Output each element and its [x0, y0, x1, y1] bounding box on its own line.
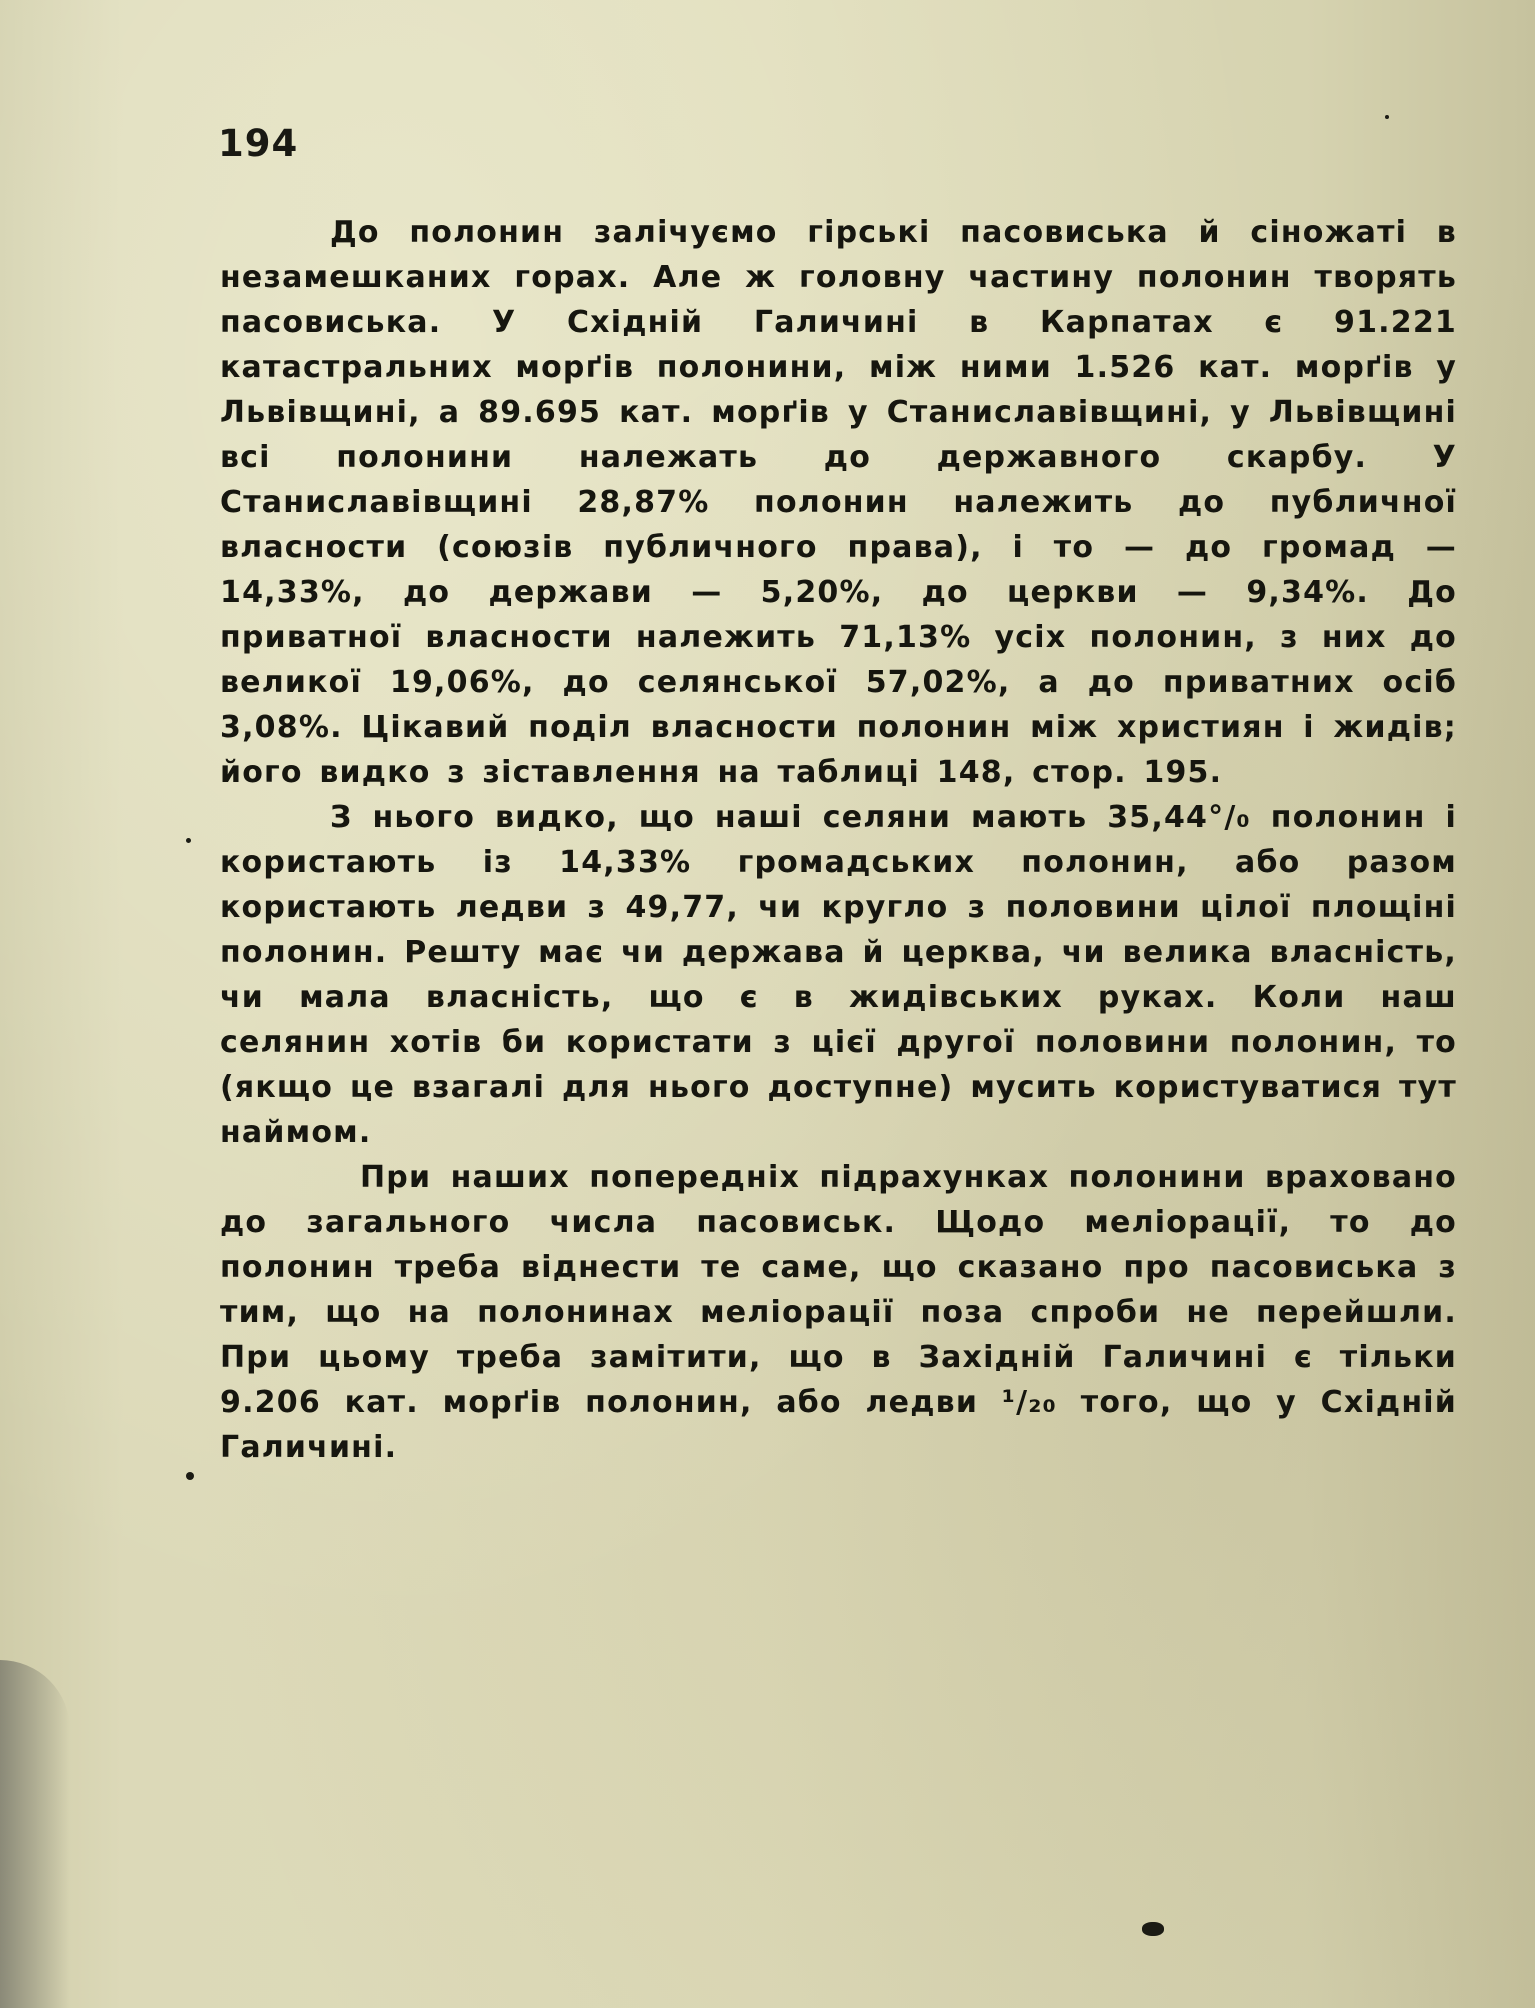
ink-blot: [1142, 1922, 1164, 1936]
ink-speck: [186, 1472, 194, 1480]
ink-speck: [1385, 115, 1389, 119]
ink-speck: [186, 838, 191, 843]
page-edge-shadow: [0, 1660, 70, 2008]
page-number: 194: [218, 122, 299, 165]
paragraph-2: З нього видко, що наші селяни мають 35,44°/₀ полонин і користають із 14,33% громадських полонин, або разом користають ледви з 49,77, чи кругло з половини цілої площіні полонин. Решту має чи держава й церква, чи велика власність, чи мала власність, що є в жидівських руках. Коли наш селянин хотів би користати з цієї другої половини полонин, то (якщо це взагалі для нього доступне) мусить користуватися тут наймом.: [220, 800, 1457, 1150]
paragraph-3: При наших попередніх підрахунках полонини враховано до загального числа пасовиськ. Щодо меліорації, то до полонин треба віднести те саме, що сказано про пасовиська з тим, що на полонинах меліорації поза спроби не перейшли. При цьому треба замітити, що в Західній Галичині є тільки 9.206 кат. морґів полонин, або ледви ¹/₂₀ того, що у Східній Галичині.: [220, 1160, 1457, 1465]
paragraph-1: До полонин залічуємо гірські пасовиська й сіножаті в незамешканих горах. Але ж головну частину полонин творять пасовиська. У Східній Галичині в Карпатах є 91.221 катастральних морґів полонини, між ними 1.526 кат. морґів у Львівщині, а 89.695 кат. морґів у Станиславівщині, у Львівщині всі полонини належать до державного скарбу. У Станиславівщині 28,87% полонин належить до публичної власности (союзів публичного права), і то — до громад — 14,33%, до держави — 5,20%, до церкви — 9,34%. До приватної власности належить 71,13% усіх полонин, з них до великої 19,06%, до селянської 57,02%, а до приватних осіб 3,08%. Цікавий поділ власности полонин між християн і жидів; його видко з зіставлення на таблиці 148, стор. 195.: [220, 215, 1457, 790]
body-text: [220, 210, 1457, 1470]
